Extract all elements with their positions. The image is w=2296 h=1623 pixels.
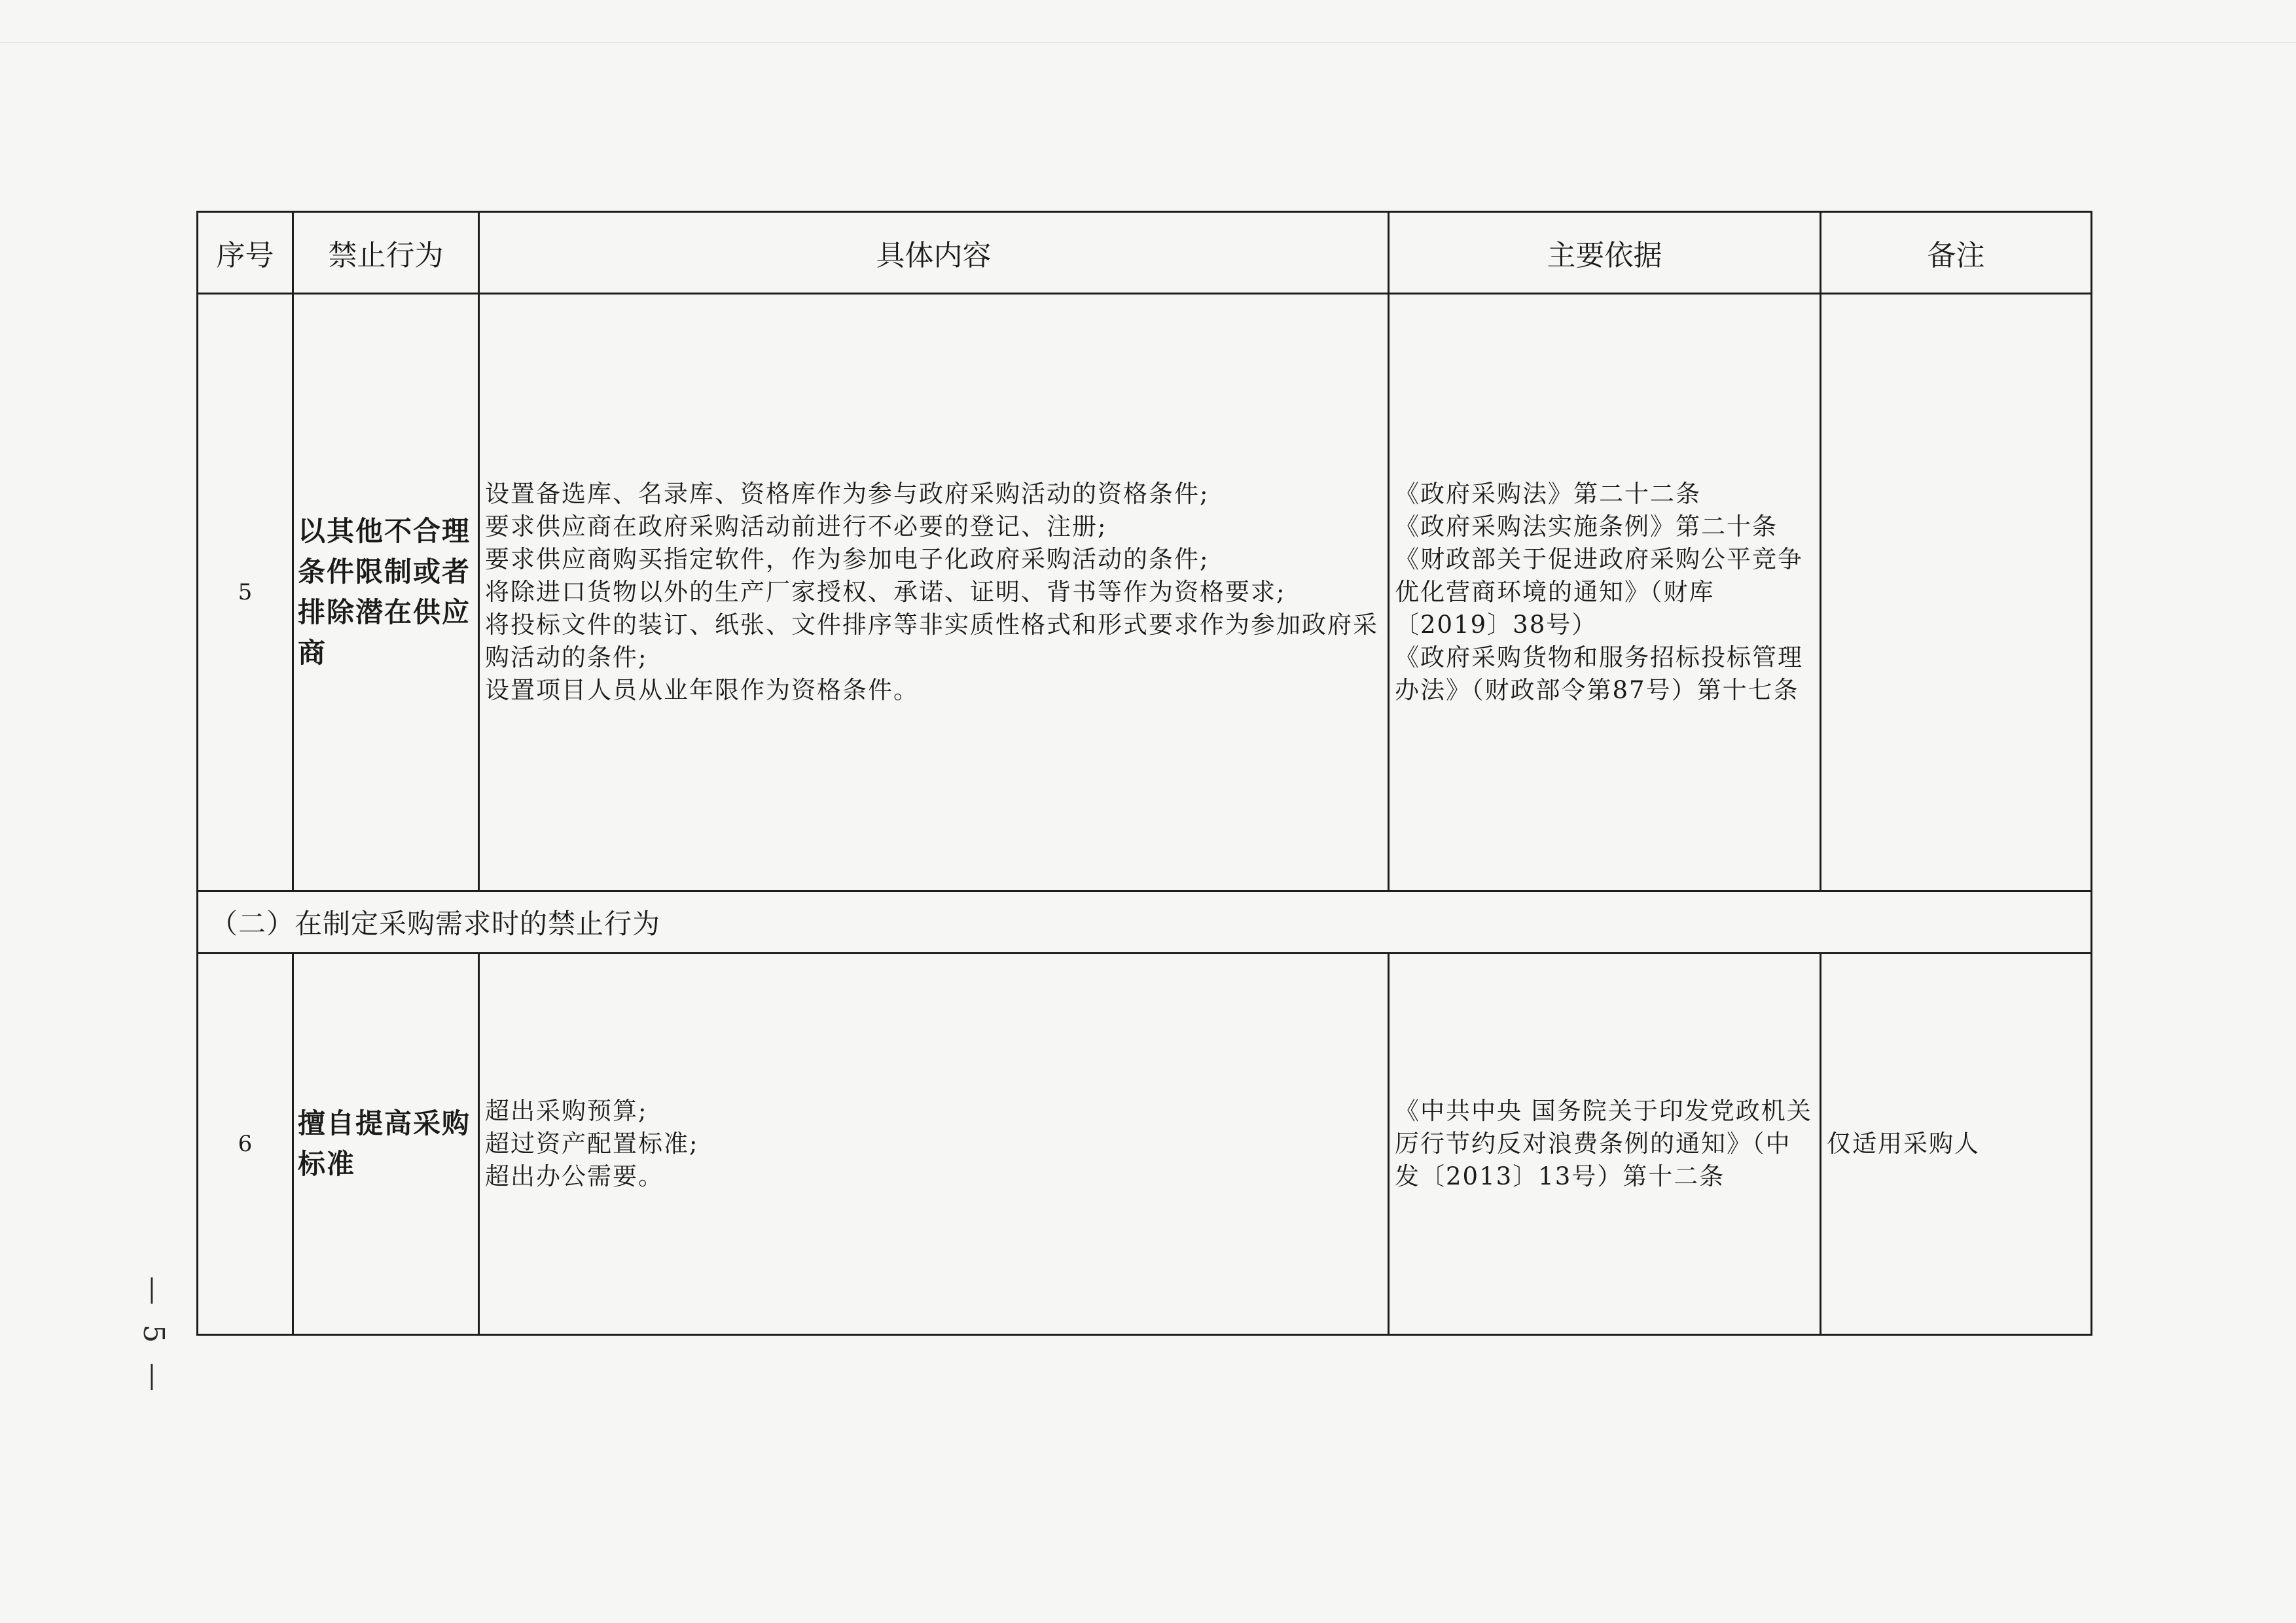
prohibited-behaviors-table [196, 211, 2092, 1336]
scan-edge-line [0, 42, 2296, 43]
header-content: 具体内容 [479, 212, 1389, 294]
header-seq: 序号 [198, 212, 293, 294]
table-header-row [198, 212, 2092, 294]
row-basis-text: 《中共中央 国务院关于印发党政机关厉行节约反对浪费条例的通知》（中发〔2013〕13号）第十二条 [1395, 1097, 1812, 1190]
row-note [1821, 294, 2092, 891]
section-heading-row [198, 891, 2092, 954]
header-action: 禁止行为 [293, 212, 479, 294]
row-action: 以其他不合理条件限制或者排除潜在供应商 [293, 294, 479, 891]
table-row [198, 294, 2092, 891]
table-row [198, 954, 2092, 1335]
row-seq: 5 [198, 294, 293, 891]
row-content-text: 超出采购预算; 超过资产配置标准; 超出办公需要。 [485, 1097, 699, 1190]
row-content [479, 954, 1389, 1335]
header-basis: 主要依据 [1389, 212, 1821, 294]
row-seq: 6 [198, 954, 293, 1335]
row-basis-text: 《政府采购法》第二十二条 《政府采购法实施条例》第二十条 《财政部关于促进政府采购公平竞争优化营商环境的通知》（财库〔2019〕38号） 《政府采购货物和服务招标投标管理办法》（财政部令第87号）第十七条 [1395, 480, 1803, 704]
row-basis [1389, 294, 1821, 891]
header-note: 备注 [1821, 212, 2092, 294]
row-content [479, 294, 1389, 891]
row-basis [1389, 954, 1821, 1335]
page-number-text: — 5 — [137, 1276, 170, 1397]
section-title: （二）在制定采购需求时的禁止行为 [198, 891, 2092, 954]
row-note: 仅适用采购人 [1821, 954, 2092, 1335]
row-content-text: 设置备选库、名录库、资格库作为参与政府采购活动的资格条件; 要求供应商在政府采购活动前进行不必要的登记、注册; 要求供应商购买指定软件，作为参加电子化政府采购活动的条件; 将除进口货物以外的生产厂家授权、承诺、证明、背书等作为资格要求; 将投标文件的装订、纸张、文件排序等非实质性格式和形式要求作为参加政府采购活动的条件; 设置项目人员从业年限作为资格条件。 [485, 480, 1378, 704]
row-action: 擅自提高采购标准 [293, 954, 479, 1335]
page-number [118, 1276, 170, 1397]
